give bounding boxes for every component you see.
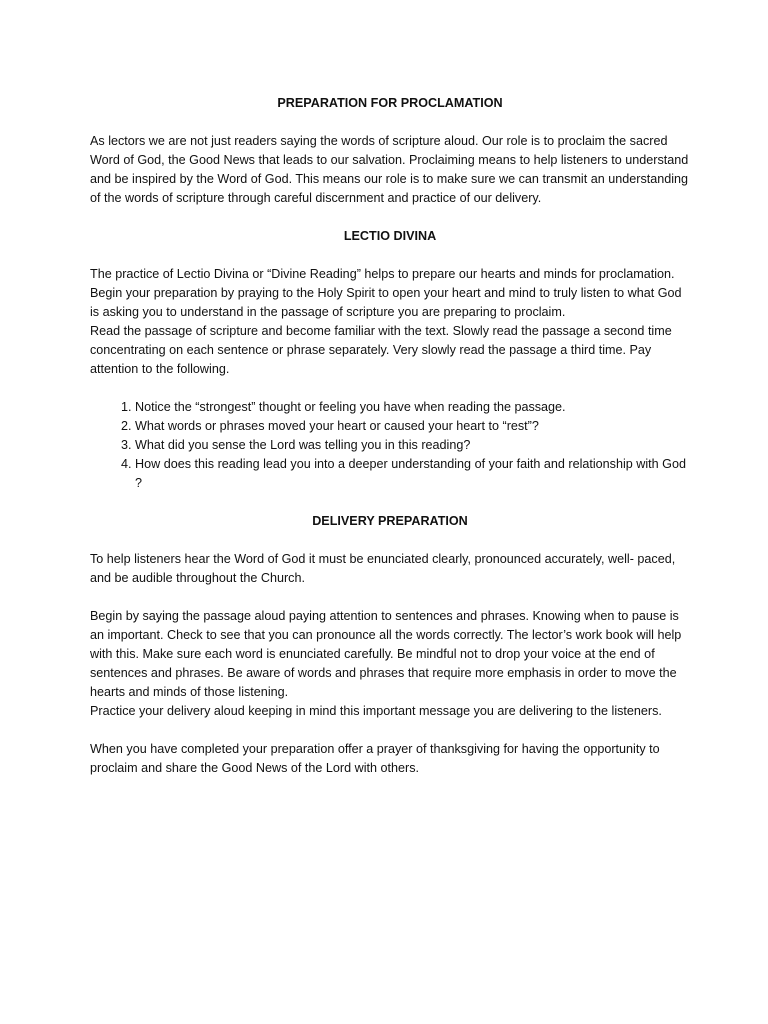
delivery-body-paragraph-2: Practice your delivery aloud keeping in mind this important message you are delivering to the listeners. (90, 704, 662, 718)
spacer (90, 531, 690, 550)
spacer (90, 721, 690, 740)
closing-paragraph: When you have completed your preparation offer a prayer of thanksgiving for having the opportunity to proclaim and share the Good News of the Lord with others. (90, 742, 660, 775)
heading-delivery-preparation: DELIVERY PREPARATION (312, 514, 468, 528)
list-item: 3. What did you sense the Lord was telling you in this reading? (135, 436, 690, 455)
spacer (90, 246, 690, 265)
lectio-paragraph-1: The practice of Lectio Divina or “Divine Reading” helps to prepare our hearts and minds for proclamation. (90, 267, 675, 281)
reflection-list (90, 398, 690, 493)
intro-paragraph: As lectors we are not just readers saying the words of scripture aloud. Our role is to proclaim the sacred Word of God, the Good News that leads to our salvation. Proclaiming means to help listeners to understand and be inspired by the Word of God. This means our role is to make sure we can transmit an understanding of the words of scripture through careful discernment and practice of our delivery. (90, 134, 689, 205)
list-item: 1. Notice the “strongest” thought or feeling you have when reading the passage. (135, 398, 690, 417)
spacer (90, 588, 690, 607)
delivery-body-paragraph-1: Begin by saying the passage aloud paying attention to sentences and phrases. Knowing when to pause is an important. Check to see that you can pronounce all the words correctly. The lector’s work book will help with this. Make sure each word is enunciated carefully. Be mindful not to drop your voice at the end of sentences and phrases. Be aware of words and phrases that require more emphasis in order to move the hearts and minds of those listening. (90, 609, 682, 699)
spacer (90, 208, 690, 227)
spacer (90, 379, 690, 398)
list-item: 4. How does this reading lead you into a deeper understanding of your faith and relationship with God ? (135, 455, 690, 493)
spacer (90, 493, 690, 512)
delivery-intro-paragraph: To help listeners hear the Word of God it must be enunciated clearly, pronounced accurately, well- paced, and be audible throughout the Church. (90, 552, 676, 585)
list-item: 2. What words or phrases moved your heart or caused your heart to “rest”? (135, 417, 690, 436)
document-page (90, 94, 690, 778)
spacer (90, 113, 690, 132)
heading-preparation-for-proclamation: PREPARATION FOR PROCLAMATION (277, 96, 503, 110)
heading-lectio-divina: LECTIO DIVINA (343, 229, 437, 243)
lectio-paragraph-3: Read the passage of scripture and become familiar with the text. Slowly read the passage a second time concentrating on each sentence or phrase separately. Very slowly read the passage a third time. Pay attention to the following. (90, 324, 672, 376)
lectio-paragraph-2: Begin your preparation by praying to the Holy Spirit to open your heart and mind to truly listen to what God is asking you to understand in the passage of scripture you are preparing to proclaim. (90, 286, 682, 319)
